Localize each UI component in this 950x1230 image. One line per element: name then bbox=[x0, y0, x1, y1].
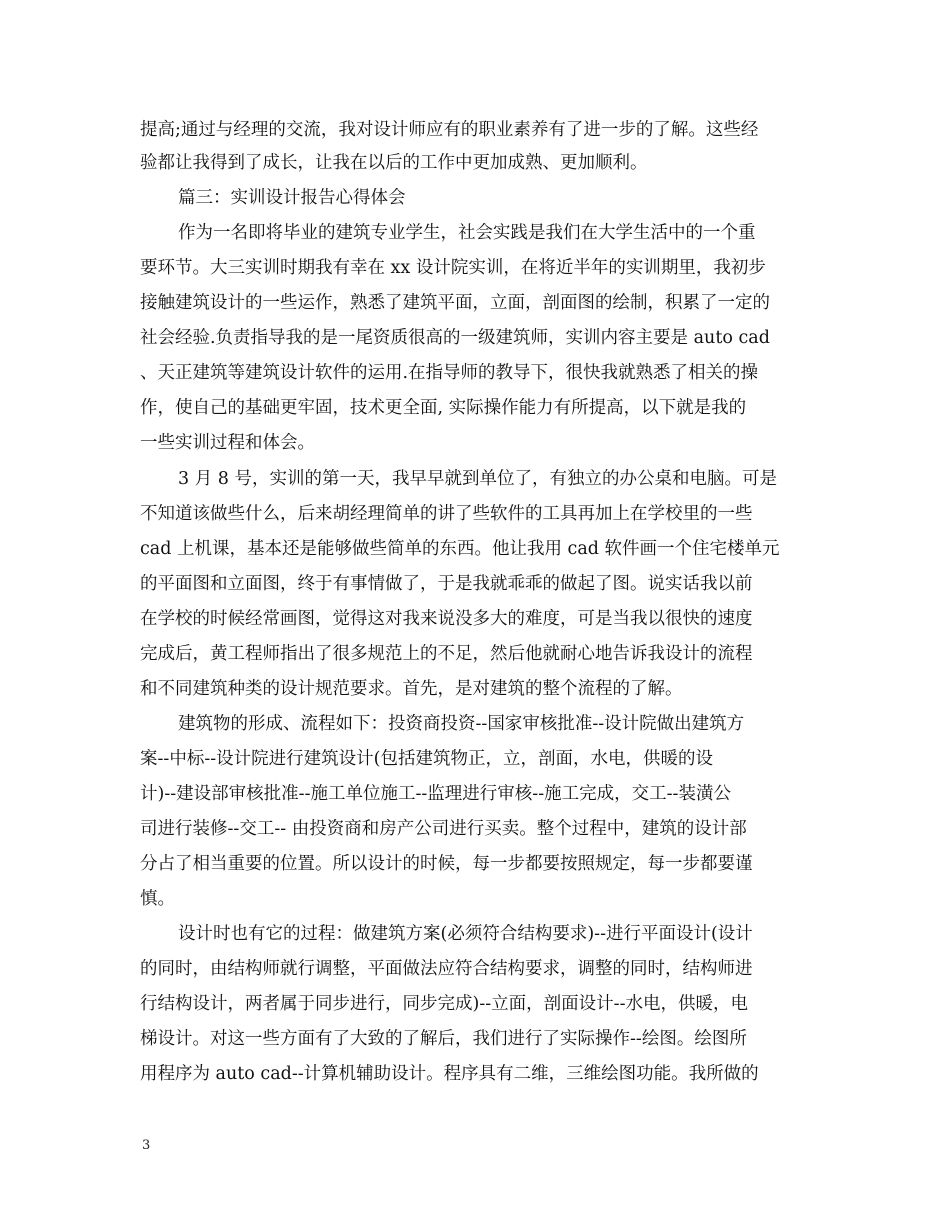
section-heading: 篇三：实训设计报告心得体会 bbox=[178, 188, 406, 208]
text-line: 提高;通过与经理的交流，我对设计师应有的职业素养有了进一步的了解。这些经 bbox=[140, 120, 759, 140]
text-line: 、天正建筑等建筑设计软件的运用.在指导师的教导下，很快我就熟悉了相关的操 bbox=[140, 363, 759, 383]
text-line: 完成后，黄工程师指出了很多规范上的不足，然后他就耐心地告诉我设计的流程 bbox=[140, 644, 753, 664]
text-line: 的平面图和立面图，终于有事情做了，于是我就乖乖的做起了图。说实话我以前 bbox=[140, 574, 753, 594]
text-line: 行结构设计，两者属于同步进行，同步完成)--立面，剖面设计--水电，供暖，电 bbox=[140, 994, 748, 1014]
text-line: 用程序为 auto cad--计算机辅助设计。程序具有二维，三维绘图功能。我所做的 bbox=[140, 1064, 759, 1084]
text-line: 案--中标--设计院进行建筑设计(包括建筑物正，立，剖面，水电，供暖的设 bbox=[140, 749, 713, 769]
text-line: 作，使自己的基础更牢固，技术更全面, 实际操作能力有所提高，以下就是我的 bbox=[140, 398, 747, 418]
text-line: 设计时也有它的过程：做建筑方案(必须符合结构要求)--进行平面设计(设计 bbox=[178, 924, 753, 944]
text-line: 的同时，由结构师就行调整，平面做法应符合结构要求，调整的同时，结构师进 bbox=[140, 959, 753, 979]
page-number: 3 bbox=[142, 1138, 151, 1153]
text-line: 社会经验.负责指导我的是一尾资质很高的一级建筑师，实训内容主要是 auto cad bbox=[140, 328, 770, 348]
text-line: 不知道该做些什么，后来胡经理简单的讲了些软件的工具再加上在学校里的一些 bbox=[140, 504, 753, 524]
text-line: 梯设计。对这一些方面有了大致的了解后，我们进行了实际操作--绘图。绘图所 bbox=[140, 1029, 747, 1049]
text-line: 分占了相当重要的位置。所以设计的时候，每一步都要按照规定，每一步都要谨 bbox=[140, 854, 753, 874]
text-line: 3 月 8 号，实训的第一天，我早早就到单位了，有独立的办公桌和电脑。可是 bbox=[178, 469, 777, 489]
text-line: 接触建筑设计的一些运作，熟悉了建筑平面，立面，剖面图的绘制，积累了一定的 bbox=[140, 293, 770, 313]
text-line: 一些实训过程和体会。 bbox=[140, 433, 315, 453]
text-line: 建筑物的形成、流程如下：投资商投资--国家审核批准--设计院做出建筑方 bbox=[178, 714, 745, 734]
text-line: cad 上机课，基本还是能够做些简单的东西。他让我用 cad 软件画一个住宅楼单元 bbox=[140, 539, 780, 559]
text-line: 在学校的时候经常画图，觉得这对我来说没多大的难度，可是当我以很快的速度 bbox=[140, 609, 753, 629]
text-line: 作为一名即将毕业的建筑专业学生，社会实践是我们在大学生活中的一个重 bbox=[178, 223, 756, 243]
text-line: 计)--建设部审核批准--施工单位施工--监理进行审核--施工完成，交工--装潢公 bbox=[140, 784, 731, 804]
text-line: 司进行装修--交工-- 由投资商和房产公司进行买卖。整个过程中，建筑的设计部 bbox=[140, 819, 747, 839]
text-line: 和不同建筑种类的设计规范要求。首先，是对建筑的整个流程的了解。 bbox=[140, 679, 683, 699]
text-line: 慎。 bbox=[140, 889, 175, 909]
text-line: 验都让我得到了成长，让我在以后的工作中更加成熟、更加顺利。 bbox=[140, 153, 648, 173]
text-line: 要环节。大三实训时期我有幸在 xx 设计院实训，在将近半年的实训期里，我初步 bbox=[140, 258, 766, 278]
